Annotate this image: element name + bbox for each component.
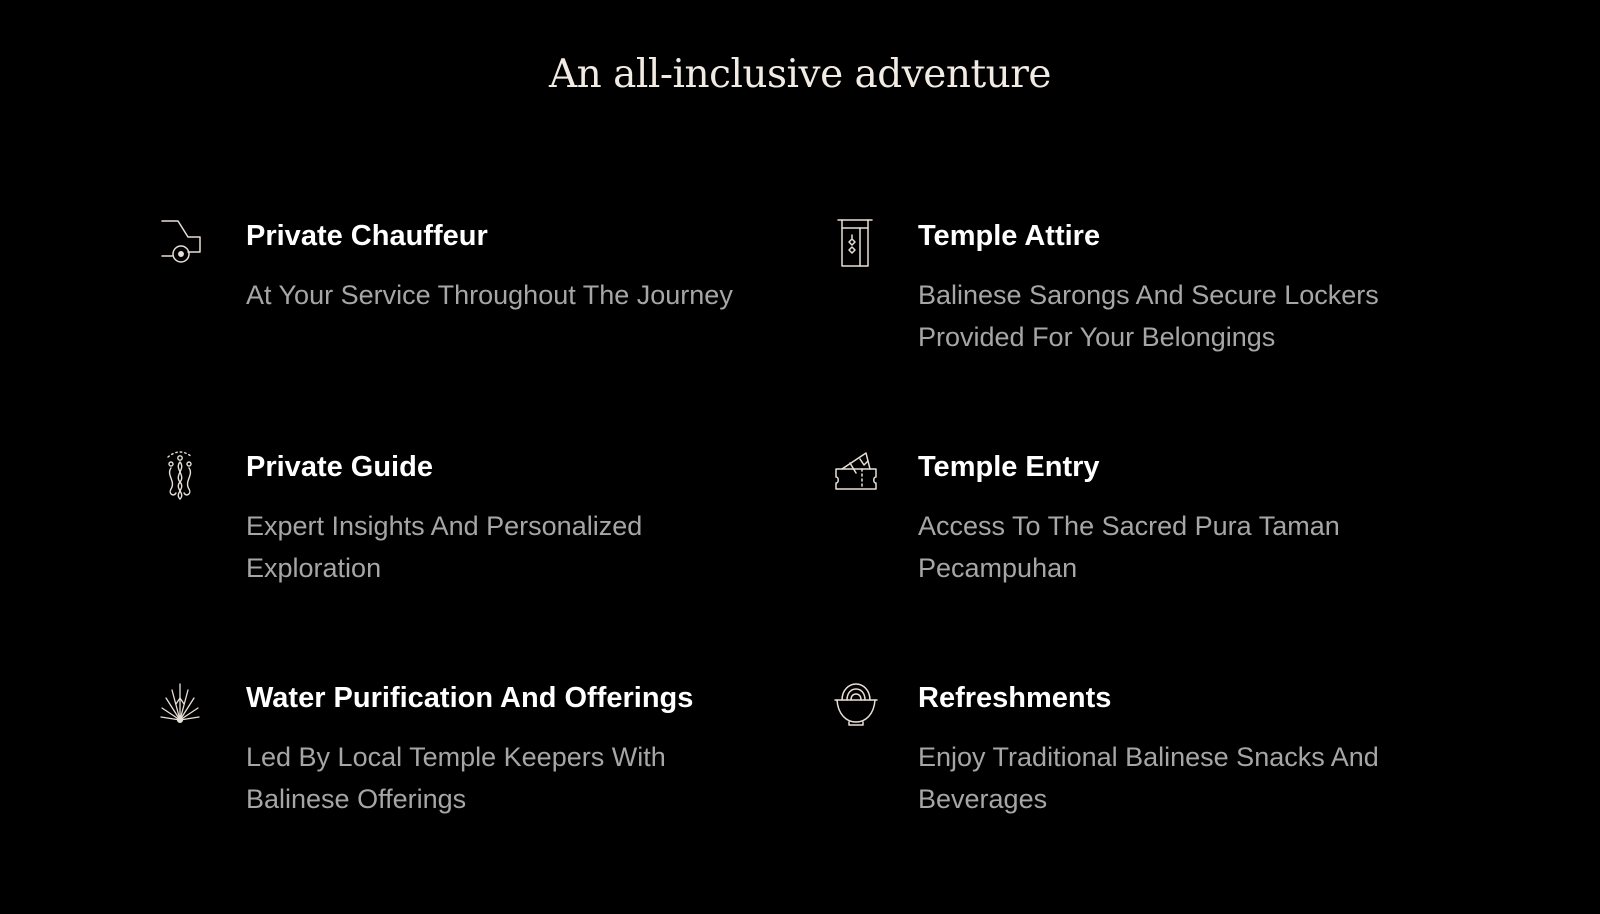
feature-title: Water Purification And Offerings [246, 682, 694, 714]
car-icon [160, 218, 208, 274]
feature-description: Led By Local Temple Keepers With Balinese Offerings [246, 742, 666, 814]
bowl-icon [832, 680, 880, 736]
feature-description: At Your Service Throughout The Journey [246, 280, 733, 310]
feature-title: Private Chauffeur [246, 220, 488, 252]
feature-description: Expert Insights And Personalized Exploration [246, 511, 643, 583]
guide-icon [160, 449, 208, 505]
temple-attire-icon [832, 218, 880, 274]
feature-description: Enjoy Traditional Balinese Snacks And Beverages [918, 742, 1379, 814]
feature-description: Access To The Sacred Pura Taman Pecampuhan [918, 511, 1340, 583]
feature-title: Temple Attire [918, 220, 1101, 252]
feature-title: Temple Entry [918, 451, 1100, 483]
feature-description: Balinese Sarongs And Secure Lockers Provided For Your Belongings [918, 280, 1379, 352]
feature-title: Refreshments [918, 682, 1112, 714]
feature-title: Private Guide [246, 451, 433, 483]
water-fountain-icon [160, 680, 208, 736]
section-title: An all-inclusive adventure [548, 52, 1052, 97]
ticket-icon [832, 449, 880, 505]
